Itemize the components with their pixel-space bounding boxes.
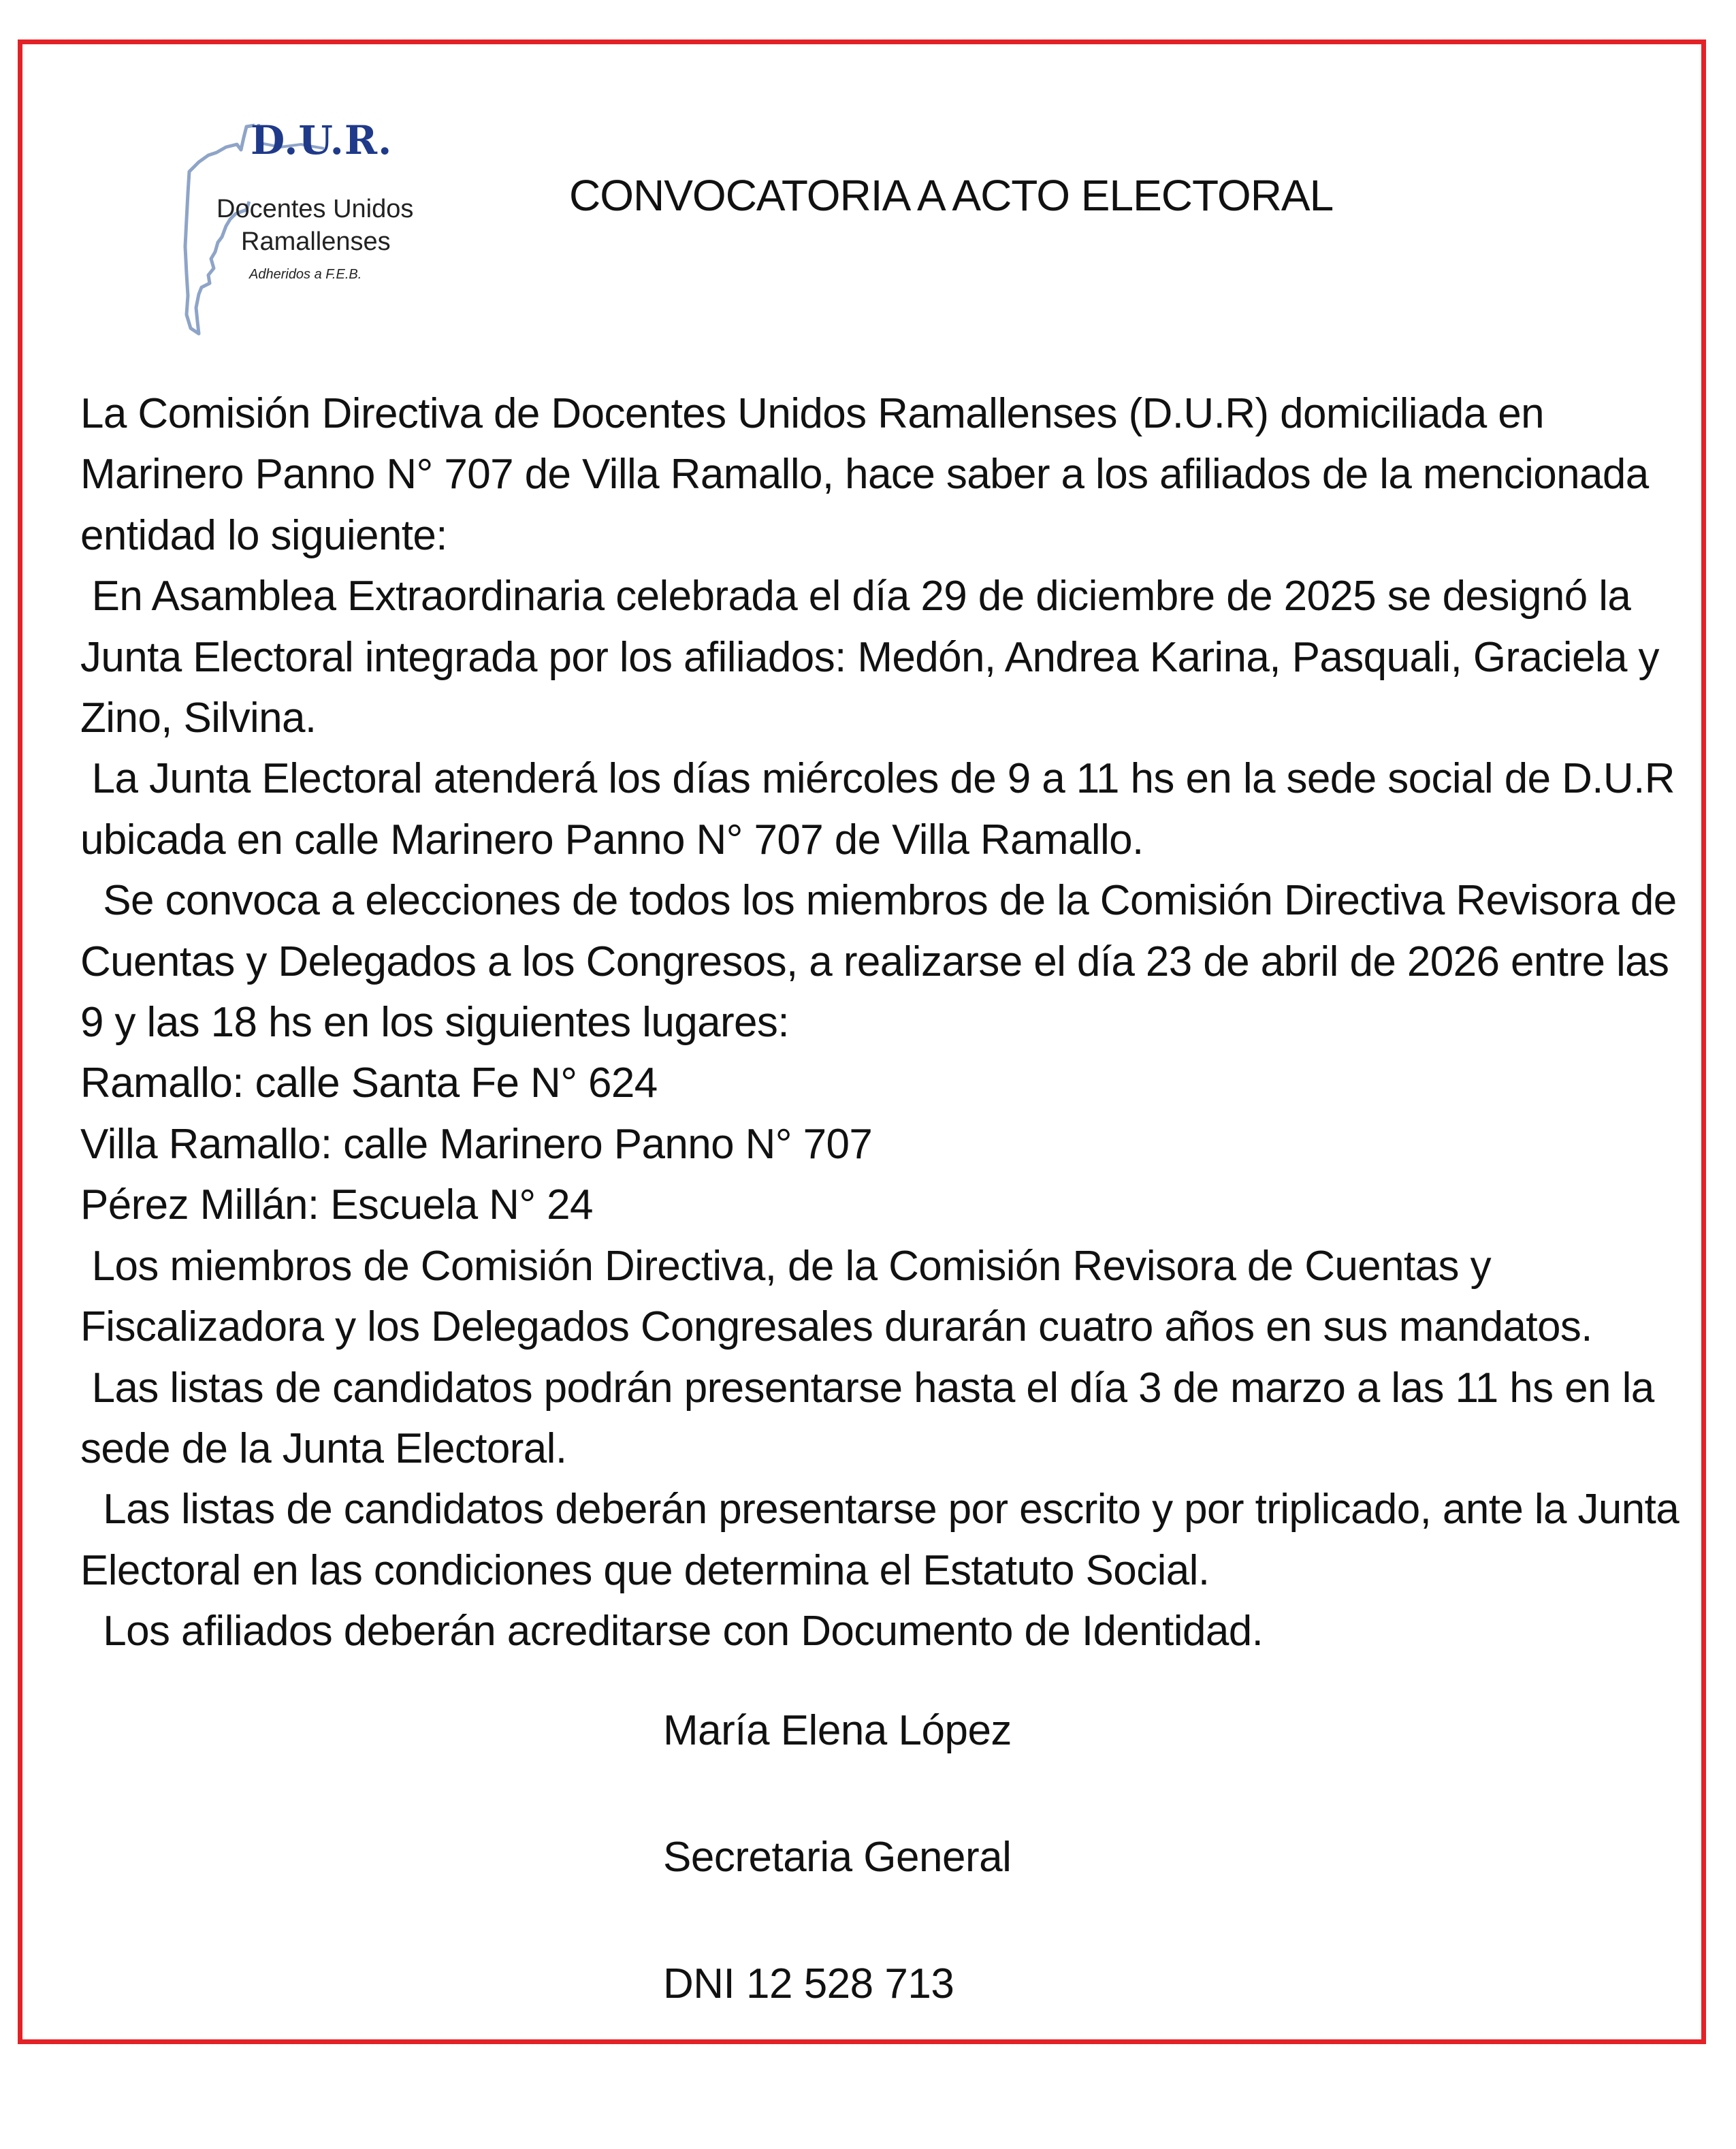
paragraph-schedule: La Junta Electoral atenderá los días miércoles de 9 a 11 hs en la sede social de D.U.R ubicada en calle Marinero Panno N° 707 de Villa Ramallo. [80,755,1686,863]
logo-line-3: Adheridos a F.E.B. [249,267,362,282]
paragraph-intro: La Comisión Directiva de Docentes Unidos Ramallenses (D.U.R) domiciliada en Marinero Panno N° 707 de Villa Ramallo, hace saber a los afiliados de la mencionada entidad lo siguiente: [80,390,1660,559]
paragraph-lists: Las listas de candidatos deberán presentarse por escrito y por triplicado, ante la Junta Electoral en las condiciones que determina el Estatuto Social. [80,1486,1690,1594]
document-title: CONVOCATORIA A ACTO ELECTORAL [569,171,1334,220]
signature-role: Secretaria General [663,1834,1012,1881]
dur-logo [178,117,417,342]
location-ramallo: Ramallo: calle Santa Fe N° 624 [80,1060,658,1107]
logo-line-1: Docentes Unidos [216,195,414,223]
logo-abbreviation: D.U.R. [251,117,393,163]
paragraph-terms: Los miembros de Comisión Directiva, de la Comisión Revisora de Cuentas y Fiscalizadora y los Delegados Congresales durarán cuatro años en sus mandatos. [80,1242,1592,1351]
logo-line-2: Ramallenses [241,227,391,256]
paragraph-assembly: En Asamblea Extraordinaria celebrada el día 29 de diciembre de 2025 se designó la Junta Electoral integrada por los afiliados: Medón, Andrea Karina, Pasquali, Graciela y Zino, Silvina. [80,573,1671,742]
signature-name: María Elena López [663,1707,1012,1754]
document-body [80,383,1701,1662]
location-perez-millan: Pérez Millán: Escuela N° 24 [80,1181,593,1229]
signature-dni: DNI 12 528 713 [663,1960,954,2007]
paragraph-convocation: Se convoca a elecciones de todos los miembros de la Comisión Directiva Revisora de Cuentas y Delegados a los Congresos, a realizarse el día 23 de abril de 2026 entre las 9 y las 18 hs en los siguientes lugares: [80,877,1688,1047]
location-villa-ramallo: Villa Ramallo: calle Marinero Panno N° 707 [80,1120,873,1168]
paragraph-deadline: Las listas de candidatos podrán presentarse hasta el día 3 de marzo a las 11 hs en la sede de la Junta Electoral. [80,1364,1666,1472]
paragraph-identity: Los afiliados deberán acreditarse con Documento de Identidad. [80,1608,1264,1655]
